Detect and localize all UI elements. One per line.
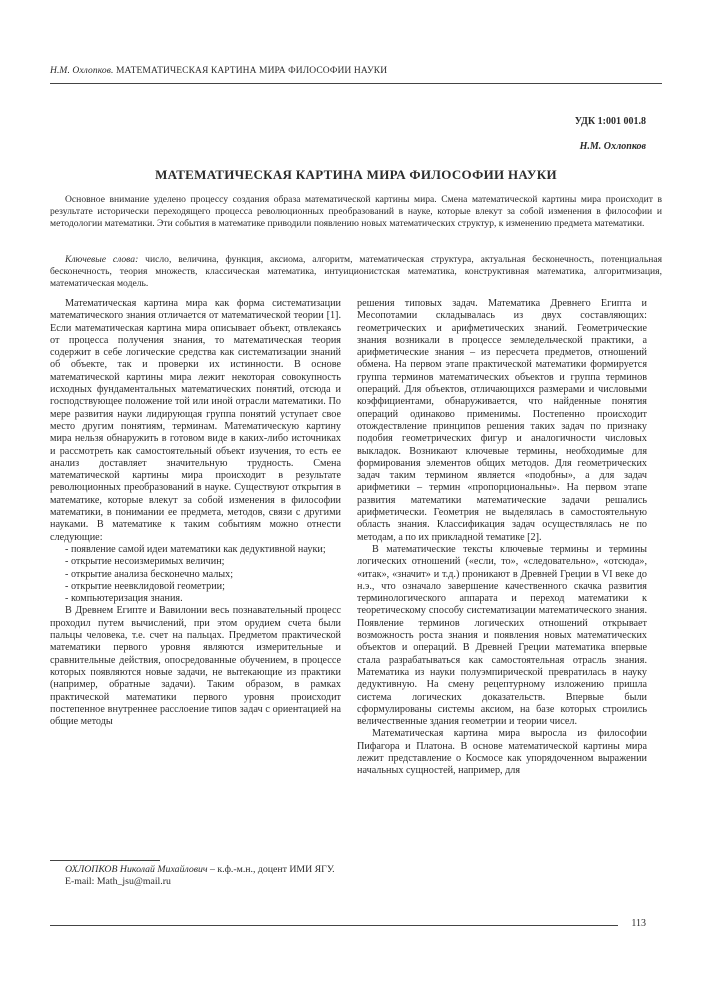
- body-paragraph: В Древнем Египте и Вавилонии весь познавательный процесс проходил путем вычислений, при этом орудием счета были пальцы человека, т.е. счет на пальцах. Предметом практической математики первого уровня являются измерительные и сравнительные действия, опосредованные обучением, в процессе которых появляются новые задачи, не вытекающие из практики (например, обратные задачи). Таким образом, в рамках практической математики первого уровня происходит постепенное внутреннее расслоение типов задач с ориентацией на общие методы: [50, 605, 341, 728]
- body-column-right: [357, 298, 647, 778]
- page-number: 113: [631, 918, 646, 929]
- running-head: [50, 66, 387, 76]
- abstract: Основное внимание уделено процессу создания образа математической картины мира. Смена математической картины мира происходит в результате исторически переходящего процесса революционных преобразований в науке, которые влекут за собой изменения в философии и методологии математики. Эти события в математике приводили появлению новых математических структур, к изменению предмета математики.: [50, 194, 662, 229]
- list-item: - появление самой идеи математики как дедуктивной науки;: [65, 543, 326, 555]
- body-paragraph: Математическая картина мира как форма систематизации математического знания отличается от математической теории [1]. Если математическая картина мира описывает объект, отвлекаясь от процесса получения знания, то математическая теория содержит в себе логические средства как систематизации знаний об объекте, так и проверки их истинности. В основе математической картины мира лежит некоторая совокупность исходных фундаментальных математических понятий, отсюда и господствующее положение той или иной отрасли математики. По мере развития науки лидирующая группа понятий уступает свое место другим понятиям, терминам. Математическую картину мира нельзя обнаружить в готовом виде в каких-либо источниках и рассмотреть как самостоятельный объект изучения, то есть ее анализ доставляет значительную трудность. Смена математической картины мира происходит в результате революционных преобразований в науке. Существуют открытия в математике, которые влекут за собой изменения в философии математики, в понимании ее предмета, методов, связи с другими науками. В математике к таким событиям можно отнести следующие:: [50, 298, 341, 543]
- footnote-affiliation: – к.ф.-м.н., доцент ИМИ ЯГУ.: [207, 864, 335, 875]
- keywords-label: Ключевые слова:: [65, 254, 139, 265]
- body-column-left: [50, 298, 341, 728]
- keywords: [50, 254, 662, 290]
- running-head-author: Н.М. Охлопков.: [50, 66, 114, 76]
- udk-code: УДК 1:001 001.8: [574, 116, 646, 127]
- body-paragraph: В математические тексты ключевые термины и термины логических отношений («если, то», «следовательно», «отсюда», «итак», «значит» и т.д.) проникают в Древней Греции в VI веке до н.э., что означало завершение качественного скачка развития терминологического аппарата и переход математики к теоретическому способу систематизации математического знания. Появление терминов логических отношений открывает возможность роста знания и появления новых математических объектов и операций. В Древней Греции математика впервые стала разрабатываться как самостоятельная отрасль знания. Математика из науки полуэмпирической превратилась в науку дедуктивную. На смену рецептурному изложению пришла система логических доказательств. Впервые были сформулированы системы аксиом, на базе которых строились величественные здания геометрии и теории чисел.: [357, 543, 647, 728]
- author-byline: Н.М. Охлопков: [579, 141, 646, 152]
- list-item: - открытие несоизмеримых величин;: [65, 556, 225, 568]
- article-title: МАТЕМАТИЧЕСКАЯ КАРТИНА МИРА ФИЛОСОФИИ НАУКИ: [155, 167, 557, 182]
- running-head-title: МАТЕМАТИЧЕСКАЯ КАРТИНА МИРА ФИЛОСОФИИ НАУКИ: [115, 66, 388, 76]
- header-rule: [50, 83, 662, 84]
- author-footnote: [50, 864, 341, 889]
- footnote-rule: [50, 860, 160, 861]
- body-paragraph: решения типовых задач. Математика Древнего Египта и Месопотамии складывалась из двух составляющих: геометрических и арифметических знаний. Геометрические знания возникали в процессе земледельческой практики, а арифметические знания – из пересчета предметов, отношений обмена. На первом этапе практической математики формируется группа терминов математических объектов и группа терминов операций. Для объектов, отличающихся размерами и числовыми коэффициентами, обнаруживается, что найденные понятия операций одинаково применимы. Постепенно происходит отождествление принципов решения таких задач по признаку подобия геометрических фигур и аналогичности числовых выкладок. Возникают ключевые термины, необходимые для формирования элементов общих методов. Для геометрических задач таким термином является «подобны», а для задач арифметики – термин «пропорциональны». На первом этапе развития математики математические задачи решались арифметически. Геометрия не выделялась в самостоятельную область знания. Классификация задач осуществлялась не по методам, а по их прикладной тематике [2].: [357, 298, 647, 543]
- body-paragraph: Математическая картина мира выросла из философии Пифагора и Платона. В основе математической картины мира лежит представление о Космосе как упорядоченном выражении начальных сущностей, например, для: [357, 728, 647, 777]
- list-item: - открытие анализа бесконечно малых;: [65, 568, 234, 580]
- footnote-author-name: ОХЛОПКОВ Николай Михайлович: [65, 864, 208, 875]
- keywords-text: число, величина, функция, аксиома, алгоритм, математическая структура, актуальная бесконечность, потенциальная бесконечность, теория множеств, классическая математика, интуиционистская математика, конструктивная математика, алгоритмизация, математическая модель.: [50, 254, 663, 289]
- list-item: - компьютеризация знания.: [65, 593, 183, 605]
- footer-rule: [50, 925, 618, 926]
- footnote-email: E-mail: Math_jsu@mail.ru: [65, 876, 171, 888]
- list-item: - открытие неевклидовой геометрии;: [65, 580, 225, 592]
- event-list: [50, 544, 341, 605]
